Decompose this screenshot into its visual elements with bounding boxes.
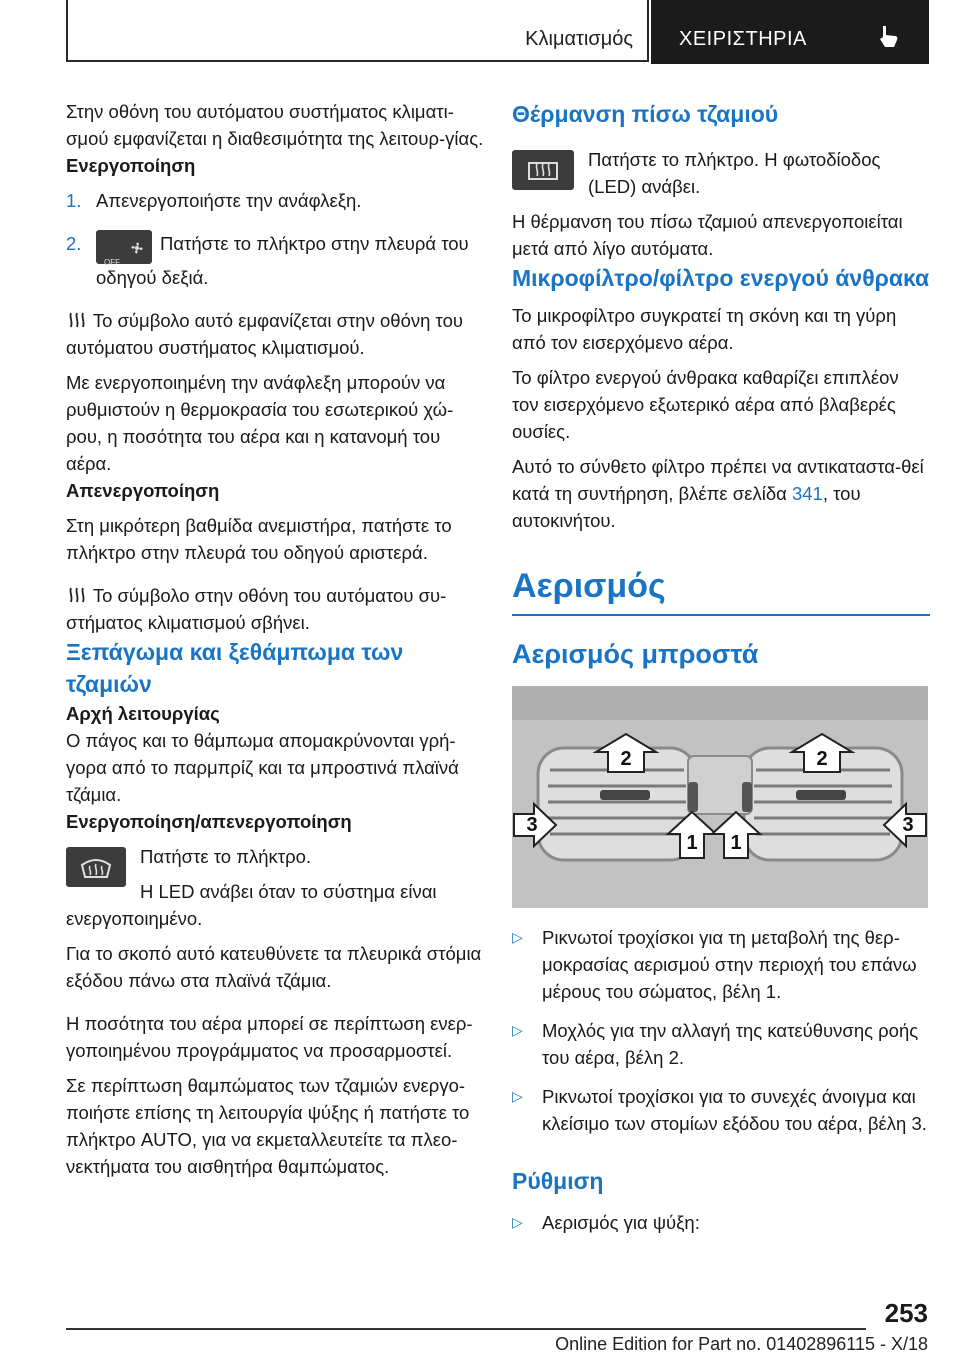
rear-window-block [512, 146, 930, 200]
rear-window-heat-icon [526, 158, 560, 182]
callout-3-left: 3 [526, 814, 538, 836]
step-2-number: 2. [66, 233, 82, 254]
header-section-box [66, 0, 649, 62]
ventilation-heading-block [512, 564, 930, 616]
rear-press-text: Πατήστε το πλήκτρο. Η φωτοδίοδος (LED) ανάβει. [588, 149, 881, 197]
vent-bullet-2 [512, 1017, 930, 1071]
step-1-text: Απενεργοποιήστε την ανάφλεξη. [96, 190, 362, 211]
front-vents-figure [512, 686, 928, 908]
callout-2-left: 2 [620, 748, 632, 770]
header-chapter-label: ΧΕΙΡΙΣΤΗΡΙΑ [679, 28, 807, 50]
filter-text-3-post: , του αυτοκινήτου. [512, 483, 861, 531]
deactivation-text: Στη μικρότερη βαθμίδα ανεμιστήρα, πατήστε το πλήκτρο στην πλευρά του οδηγού αριστερά. [66, 515, 452, 563]
vent-bullet-2-text: Μοχλός για την αλλαγή της κατεύθυνσης ροής του αέρα, βέλη 2. [542, 1020, 919, 1068]
rear-auto-off-text: Η θέρμανση του πίσω τζαμιού απενεργοποιείται μετά από λίγο αυτόματα. [512, 211, 903, 259]
footer-edition: Online Edition for Part no. 01402896115 - X/18 [555, 1334, 928, 1354]
filter-text-2: Το φίλτρο ενεργού άνθρακα καθαρίζει επιπλέον τον εισερχόμενο εξωτερικό αέρα από βλαβερές ουσίες. [512, 367, 899, 442]
bullet-triangle-icon: ▷ [512, 1022, 523, 1038]
windshield-defrost-button-image [66, 847, 126, 887]
page-number: 253 [884, 1298, 928, 1328]
settings-bullet-1 [512, 1209, 930, 1236]
vent-bullet-1 [512, 924, 930, 1005]
callout-2-right: 2 [816, 748, 828, 770]
onoff-title: Ενεργοποίηση/απενεργοποίηση [66, 811, 352, 832]
filter-heading: Μικροφίλτρο/φίλτρο ενεργού άνθρακα [512, 265, 930, 291]
principle-title: Αρχή λειτουργίας [66, 703, 220, 724]
callout-3-right: 3 [902, 814, 914, 836]
windshield-defrost-block [66, 843, 484, 932]
right-column [512, 98, 930, 1236]
rear-window-button-image [512, 150, 574, 190]
step-1-number: 1. [66, 190, 82, 211]
airflow-symbol-icon [66, 311, 88, 329]
vent-bullet-3-text: Ρικνωτοί τροχίσκοι για το συνεχές άνοιγμα και κλείσιμο των στομίων εξόδου του αέρα, βέλη 3. [542, 1086, 927, 1134]
off-fan-button-image [96, 230, 152, 267]
windshield-defrost-icon [79, 855, 113, 879]
vents-illustration [512, 686, 928, 908]
symbol-note-1-text: Το σύμβολο αυτό εμφανίζεται στην οθόνη του αυτόματου συστήματος κλιματισμού. [66, 310, 463, 358]
bullet-triangle-icon: ▷ [512, 929, 523, 945]
off-label: OFF [104, 258, 120, 267]
header-chapter-tab [651, 0, 929, 64]
settings-bullet-1-text: Αερισμός για ψύξη: [542, 1212, 700, 1233]
press-button-text: Πατήστε το πλήκτρο. [140, 846, 312, 867]
symbol-note-2 [66, 582, 484, 636]
defrost-heading: Ξεπάγωμα και ξεθάμπωμα των τζαμιών [66, 639, 404, 697]
fog-text: Σε περίπτωση θαμπώματος των τζαμιών ενεργο-ποιήστε επίσης τη λειτουργία ψύξης ή πατήστε το πλήκτρο AUTO, για να εκμεταλλευτείτε τα πλεο-νεκτήματα του αισθητήρα θαμπώματος. [66, 1075, 470, 1177]
airflow-symbol-icon-2 [66, 586, 88, 604]
principle-text: Ο πάγος και το θάμπωμα απομακρύνονται γρή-γορα από το παρμπρίζ και τα μπροστινά πλαϊνά τζάμια. [66, 730, 459, 805]
bullet-triangle-icon: ▷ [512, 1214, 523, 1230]
activation-title: Ενεργοποίηση [66, 155, 196, 176]
filter-text-3-pre: Αυτό το σύνθετο φίλτρο πρέπει να αντικαταστα-θεί κατά τη συντήρηση, βλέπε σελίδα [512, 456, 924, 504]
step-1 [66, 187, 484, 214]
vent-bullet-3 [512, 1083, 930, 1137]
purpose-text: Για το σκοπό αυτό κατευθύνετε τα πλευρικά στόμια εξόδου πάνω στα πλαϊνά τζάμια. [66, 943, 482, 991]
activated-text: Με ενεργοποιημένη την ανάφλεξη μπορούν να ρυθμιστούν η θερμοκρασία του εσωτερικού χώ-ρου, η ποσότητα του αέρα και η κατανομή του αέρα. [66, 372, 454, 474]
symbol-note-1 [66, 307, 484, 361]
hand-pointer-icon [877, 24, 899, 48]
vent-bullet-1-text: Ρικνωτοί τροχίσκοι για τη μεταβολή της θερ-μοκρασίας αερισμού στην περιοχή του επάνω μέρους του σώματος, βέλη 1. [542, 927, 917, 1002]
filter-text-3 [512, 453, 930, 534]
left-column [66, 98, 484, 1180]
intro-text: Στην οθόνη του αυτόματου συστήματος κλιματι-σμού εμφανίζεται η διαθεσιμότητα της λειτουρ-γίας. [66, 101, 484, 149]
front-ventilation-heading: Αερισμός μπροστά [512, 639, 759, 669]
header-section-title: Κλιματισμός [525, 28, 633, 50]
settings-heading: Ρύθμιση [512, 1168, 604, 1194]
footer-rule [66, 1328, 866, 1330]
bullet-triangle-icon: ▷ [512, 1088, 523, 1104]
fan-icon [129, 240, 145, 256]
led-text: Η LED ανάβει όταν το σύστημα είναι ενεργοποιημένο. [66, 881, 437, 929]
symbol-note-2-text: Το σύμβολο στην οθόνη του αυτόματου συ-στήματος κλιματισμού σβήνει. [66, 585, 447, 633]
air-amount-text: Η ποσότητα του αέρα μπορεί σε περίπτωση ενερ-γοποιημένου προγράμματος να προσαρμοστεί. [66, 1013, 473, 1061]
callout-1-right: 1 [730, 832, 742, 854]
ventilation-heading: Αερισμός [512, 567, 666, 605]
filter-text-1: Το μικροφίλτρο συγκρατεί τη σκόνη και τη γύρη από τον εισερχόμενο αέρα. [512, 305, 897, 353]
callout-1-left: 1 [686, 832, 698, 854]
deactivation-title: Απενεργοποίηση [66, 480, 220, 501]
page-link-341[interactable]: 341 [791, 483, 823, 504]
step-2-text: Πατήστε το πλήκτρο στην πλευρά του οδηγού δεξιά. [96, 233, 469, 288]
step-2 [66, 230, 484, 291]
rear-window-heading: Θέρμανση πίσω τζαμιού [512, 101, 779, 127]
